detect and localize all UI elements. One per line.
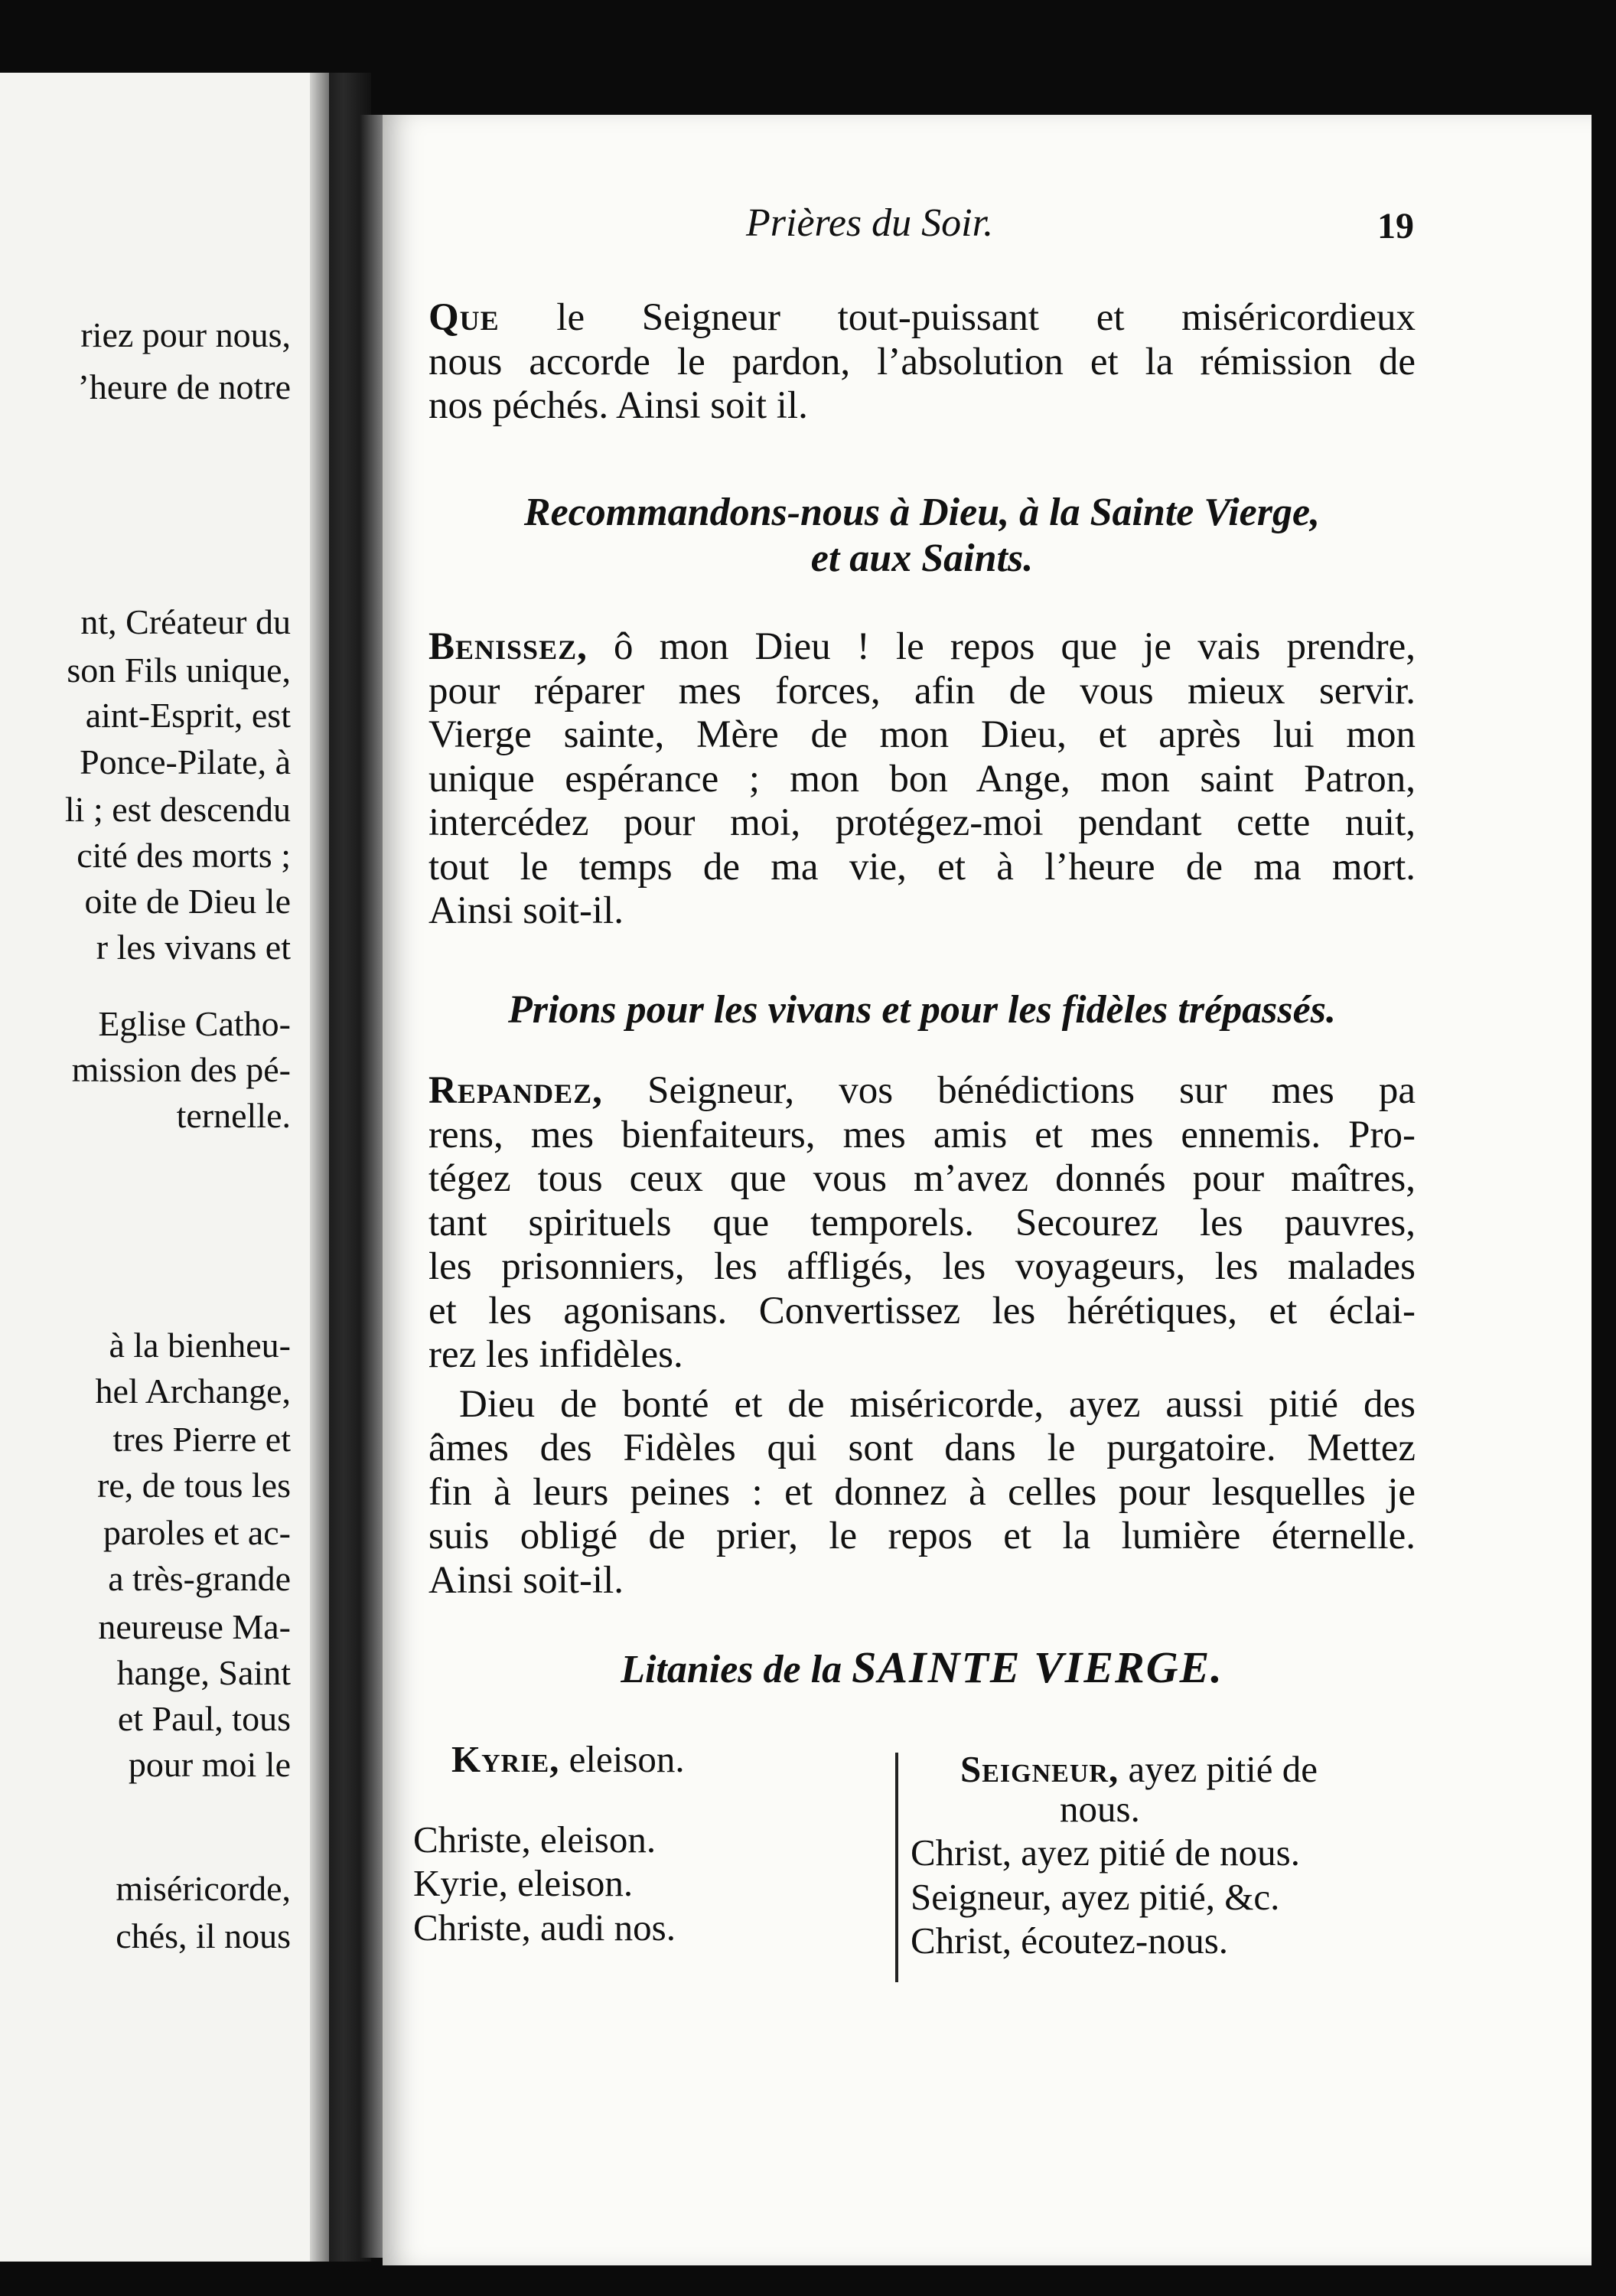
left-page-line-text: r les vivans et <box>96 928 291 967</box>
left-page-line-text: hel Archange, <box>95 1371 291 1411</box>
litany-right-line: Christ, écoutez-nous. <box>911 1919 1229 1962</box>
left-page-line <box>0 694 329 737</box>
left-page-line-text: li ; est descendu <box>64 790 291 829</box>
left-page-line <box>0 741 329 784</box>
section-heading: Prions pour les vivans et pour les fidèles trépassés. <box>508 988 1336 1032</box>
litany-left-line <box>451 1737 685 1781</box>
left-page-line <box>0 834 329 877</box>
litany-right-lead: Seigneur, <box>960 1748 1119 1790</box>
left-page-line <box>0 788 329 831</box>
left-page-line-text: re, de tous les <box>97 1466 291 1505</box>
left-page-line-text: nt, Créateur du <box>80 602 291 641</box>
paragraph4-line: fin à leurs peines : et donnez à celles pour lesquelles je <box>428 1471 1416 1514</box>
paragraph3-line: tégez tous ceux que vous m’avez donnés pour maîtres, <box>428 1157 1416 1200</box>
left-page-line-text: son Fils unique, <box>67 651 291 690</box>
litany-heading-emph: SAINTE VIERGE. <box>852 1642 1223 1692</box>
paragraph2-line: pour réparer mes forces, afin de vous mieux servir. <box>428 670 1416 713</box>
litany-left-lead: Kyrie, <box>451 1738 560 1780</box>
left-page-line-text: mission des pé- <box>71 1050 291 1089</box>
litany-heading <box>428 1642 1416 1693</box>
paragraph1-text: le Seigneur tout-puissant et miséricordieux <box>556 296 1416 339</box>
left-page-line <box>0 1464 329 1507</box>
running-title: Prières du Soir. <box>746 201 994 245</box>
paragraph2-line: intercédez pour moi, protégez-moi pendant cette nuit, <box>428 801 1416 844</box>
left-page-line-text: riez pour nous, <box>80 315 291 354</box>
left-page-line-text: paroles et ac- <box>103 1513 291 1552</box>
left-page-line-text: a très-grande <box>108 1559 291 1598</box>
left-page-line-text: pour moi le <box>128 1745 291 1784</box>
paragraph3-line: rens, mes bienfaiteurs, mes amis et mes ennemis. Pro- <box>428 1114 1416 1156</box>
left-page-line <box>0 1003 329 1045</box>
left-page-line <box>0 366 329 409</box>
paragraph2-line <box>428 624 1416 670</box>
litany-right-line <box>960 1747 1318 1791</box>
left-page-line-text: à la bienheu- <box>109 1326 291 1365</box>
left-page-line-text: aint-Esprit, est <box>85 696 291 735</box>
left-page-line-text: Eglise Catho- <box>98 1004 291 1043</box>
left-page-line-text: ternelle. <box>176 1096 291 1135</box>
paragraph3-line: tant spirituels que temporels. Secourez les pauvres, <box>428 1202 1416 1244</box>
left-page-line <box>0 649 329 692</box>
left-page-line-text: neureuse Ma- <box>98 1607 291 1646</box>
left-page-line <box>0 1418 329 1461</box>
litany-left-line: Christe, eleison. <box>413 1818 656 1861</box>
paragraph1-line: nos péchés. Ainsi soit il. <box>428 384 808 427</box>
left-page-line-text: miséricorde, <box>116 1869 291 1908</box>
left-page-line-text: cité des morts ; <box>77 836 291 875</box>
litany-right-line: nous. <box>1060 1788 1140 1830</box>
paragraph4-line: Ainsi soit-il. <box>428 1559 624 1602</box>
paragraph3-line <box>428 1068 1416 1114</box>
left-page-line <box>0 880 329 923</box>
paragraph2-line: unique espérance ; mon bon Ange, mon saint Patron, <box>428 758 1416 801</box>
left-page-line <box>0 1049 329 1091</box>
litany-left-line: Kyrie, eleison. <box>413 1862 634 1904</box>
litany-left-line: Christe, audi nos. <box>413 1906 676 1949</box>
left-page-line-text: ’heure de notre <box>77 367 291 406</box>
paragraph3-text: Seigneur, vos bénédictions sur mes pa <box>647 1069 1416 1112</box>
page-number: 19 <box>1377 206 1414 246</box>
paragraph3-line: et les agonisans. Convertissez les hérétiques, et éclai- <box>428 1290 1416 1332</box>
litany-heading-prefix: Litanies de la <box>621 1648 852 1691</box>
paragraph1-lead: Que <box>428 296 500 339</box>
column-divider <box>895 1753 898 1982</box>
litany-left-text: eleison. <box>569 1738 685 1780</box>
left-page-line <box>0 1698 329 1740</box>
left-page-line <box>0 1370 329 1413</box>
paragraph1-line: nous accorde le pardon, l’absolution et la rémission de <box>428 341 1416 383</box>
left-page-line <box>0 601 329 644</box>
left-page-line-text: chés, il nous <box>116 1916 291 1955</box>
left-page-line-text: tres Pierre et <box>112 1420 291 1459</box>
paragraph3-lead: Repandez, <box>428 1069 603 1112</box>
left-page-line <box>0 1324 329 1367</box>
left-page-line <box>0 1867 329 1910</box>
paragraph4-line: Dieu de bonté et de miséricorde, ayez aussi pitié des <box>459 1383 1416 1426</box>
paragraph2-line: tout le temps de ma vie, et à l’heure de ma mort. <box>428 846 1416 889</box>
left-page-line <box>0 1512 329 1554</box>
paragraph3-line: les prisonniers, les affligés, les voyageurs, les malades <box>428 1245 1416 1288</box>
left-page-line <box>0 1606 329 1649</box>
paragraph3-line: rez les infidèles. <box>428 1333 683 1376</box>
left-page-line <box>0 314 329 357</box>
litany-right-line: Seigneur, ayez pitié, &c. <box>911 1876 1280 1918</box>
litany-right-line: Christ, ayez pitié de nous. <box>911 1831 1300 1874</box>
left-page-line <box>0 1915 329 1958</box>
litany-right-text: ayez pitié de <box>1128 1748 1318 1790</box>
left-page-line <box>0 1743 329 1786</box>
paragraph1-line <box>428 295 1416 341</box>
paragraph4-line: âmes des Fidèles qui sont dans le purgatoire. Mettez <box>428 1427 1416 1469</box>
paragraph2-lead: Benissez, <box>428 625 588 668</box>
paragraph2-text: ô mon Dieu ! le repos que je vais prendre, <box>614 625 1416 668</box>
left-page-line-text: oite de Dieu le <box>84 882 291 921</box>
left-page-line-text: hange, Saint <box>116 1653 291 1692</box>
left-page-line <box>0 1094 329 1137</box>
left-page-line <box>0 926 329 969</box>
paragraph2-line: Vierge sainte, Mère de mon Dieu, et après lui mon <box>428 713 1416 756</box>
left-page-line-text: Ponce-Pilate, à <box>80 742 291 781</box>
left-page-line-text: et Paul, tous <box>117 1699 291 1738</box>
paragraph2-line: Ainsi soit-il. <box>428 889 624 932</box>
paragraph4-line: suis obligé de prier, le repos et la lumière éternelle. <box>428 1515 1416 1557</box>
left-page-line <box>0 1652 329 1694</box>
section-heading: et aux Saints. <box>810 536 1034 580</box>
left-page-line <box>0 1557 329 1600</box>
section-heading: Recommandons-nous à Dieu, à la Sainte Vierge, <box>523 491 1321 534</box>
